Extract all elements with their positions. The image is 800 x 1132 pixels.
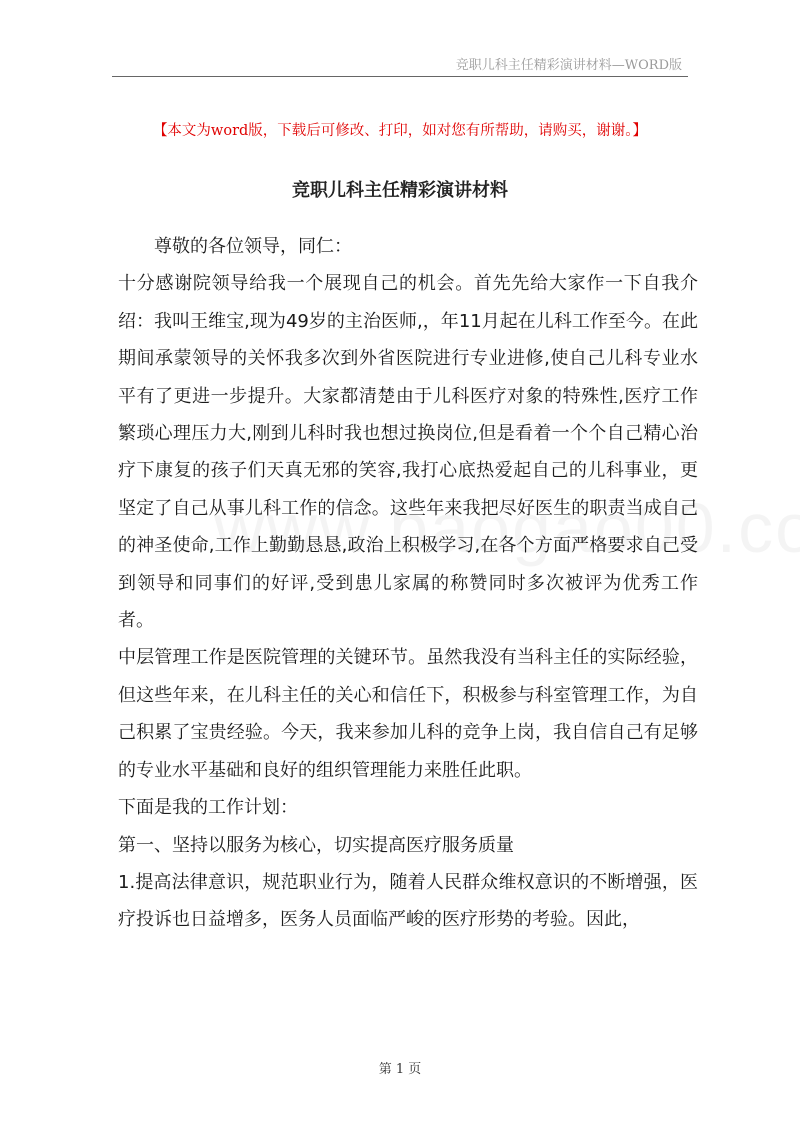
paragraph-item-1: 1.提高法律意识，规范职业行为，随着人民群众维权意识的不断增强，医疗投诉也日益增多，医务人员面临严峻的医疗形势的考验。因此， <box>118 871 698 931</box>
paragraph-plan-intro: 下面是我的工作计划： <box>118 797 298 819</box>
salutation: 尊敬的各位领导，同仁： <box>154 236 352 257</box>
running-header: 竞职儿科主任精彩演讲材料—WORD版 <box>455 58 682 73</box>
paragraph-introduction: 十分感谢院领导给我一个展现自己的机会。首先先给大家作一下自我介绍：我叫王维宝,现为49岁的主治医师,，年11月起在儿科工作至今。在此期间承蒙领导的关怀我多次到外省医院进行专业进修,使自己儿科专业水平有了更进一步提升。大家都清楚由于儿科医疗对象的特殊性,医疗工作繁琐心理压力大,刚到儿科时我也想过换岗位,但是看着一个个自己精心治疗下康复的孩子们天真无邪的笑容,我打心底热爱起自己的儿科事业，更坚定了自己从事儿科工作的信念。这些年来我把尽好医生的职责当成自己的神圣使命,工作上勤勤恳恳,政治上积极学习,在各个方面严格要求自己受到领导和同事们的好评,受到患儿家属的称赞同时多次被评为优秀工作者。 <box>118 273 698 632</box>
section-heading-1: 第一、坚持以服务为核心，切实提高医疗服务质量 <box>118 834 514 856</box>
paragraph-management: 中层管理工作是医院管理的关键环节。虽然我没有当科主任的实际经验，但这些年来，在儿科主任的关心和信任下，积极参与科室管理工作，为自己积累了宝贵经验。今天，我来参加儿科的竞争上岗，我自信自己有足够的专业水平基础和良好的组织管理能力来胜任此职。 <box>118 647 698 781</box>
header-rule <box>112 76 688 77</box>
document-body <box>118 228 698 939</box>
page-number: 第 1 页 <box>378 1062 422 1077</box>
document-title: 竞职儿科主任精彩演讲材料 <box>292 180 508 201</box>
download-notice: 【本文为word版，下载后可修改、打印，如对您有所帮助，请购买，谢谢。】 <box>152 123 648 139</box>
